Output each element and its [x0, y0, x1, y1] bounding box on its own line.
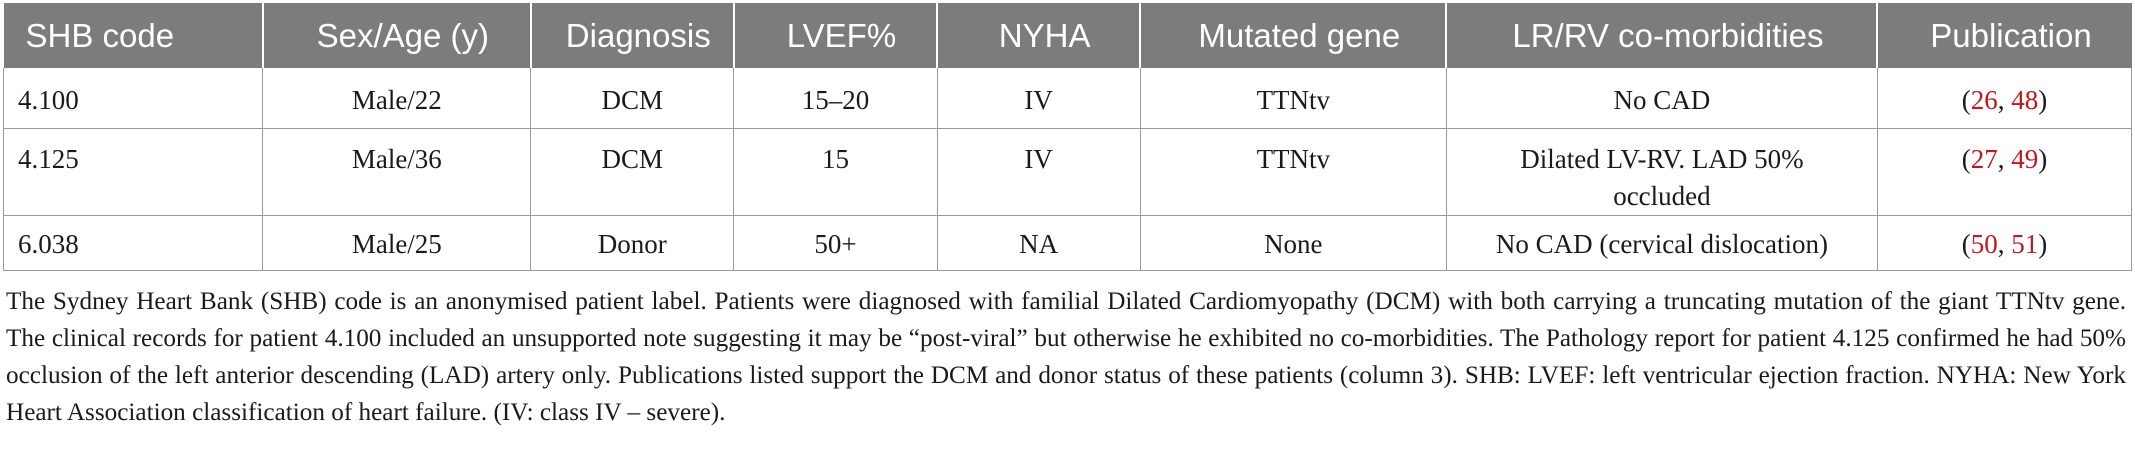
header-lvef: LVEF% — [734, 3, 937, 68]
cell-lvef: 15 — [734, 129, 937, 216]
pub-close: ) — [2038, 229, 2048, 259]
cell-nyha: IV — [937, 129, 1140, 216]
cell-diagnosis: DCM — [531, 68, 734, 129]
header-shb-code: SHB code — [4, 3, 263, 68]
table-footnote: The Sydney Heart Bank (SHB) code is an anonymised patient label. Patients were diagnosed with familial Dilated Cardiomyopathy (DCM) with both carrying a truncating mutation of the giant TTNtv gene. The clinical records for patient 4.100 included an unsupported note suggesting it may be “post-viral” but otherwise he exhibited no co-morbidities. The Pathology report for patient 4.125 confirmed he had 50% occlusion of the left anterior descending (LAD) artery only. Publications listed support the DCM and donor status of these patients (column 3). SHB: LVEF: left ventricular ejection fraction. NYHA: New York Heart Association classification of heart failure. (IV: class IV – severe). — [6, 288, 2126, 426]
reference-link[interactable]: 26 — [1970, 85, 1998, 115]
pub-open: ( — [1961, 144, 1971, 174]
cell-diagnosis: DCM — [531, 129, 734, 216]
table-row — [4, 129, 2132, 216]
reference-link[interactable]: 51 — [2011, 229, 2039, 259]
header-diagnosis: Diagnosis — [531, 3, 734, 68]
pub-close: ) — [2038, 144, 2048, 174]
cell-comorbidities: No CAD (cervical dislocation) — [1446, 216, 1877, 271]
pub-open: ( — [1961, 229, 1971, 259]
cell-nyha: IV — [937, 68, 1140, 129]
pub-separator: , — [1997, 229, 2012, 259]
header-comorbidities: LR/RV co-morbidities — [1446, 3, 1877, 68]
patient-table — [3, 3, 2132, 271]
cell-diagnosis: Donor — [531, 216, 734, 271]
cell-comorbidities: Dilated LV-RV. LAD 50% occluded — [1446, 129, 1877, 216]
table-row — [4, 68, 2132, 129]
cell-sex-age: Male/36 — [263, 129, 531, 216]
header-nyha: NYHA — [937, 3, 1140, 68]
reference-link[interactable]: 50 — [1970, 229, 1998, 259]
cell-publication — [1877, 68, 2131, 129]
cell-mutated-gene: TTNtv — [1140, 129, 1446, 216]
cell-mutated-gene: None — [1140, 216, 1446, 271]
cell-sex-age: Male/25 — [263, 216, 531, 271]
cell-nyha: NA — [937, 216, 1140, 271]
cell-comorbidities: No CAD — [1446, 68, 1877, 129]
cell-publication — [1877, 129, 2131, 216]
cell-publication — [1877, 216, 2131, 271]
cell-shb-code: 6.038 — [4, 216, 263, 271]
pub-separator: , — [1997, 85, 2012, 115]
cell-mutated-gene: TTNtv — [1140, 68, 1446, 129]
header-row — [4, 3, 2132, 68]
cell-shb-code: 4.100 — [4, 68, 263, 129]
pub-close: ) — [2038, 85, 2048, 115]
pub-open: ( — [1961, 85, 1971, 115]
header-sex-age: Sex/Age (y) — [263, 3, 531, 68]
cell-lvef: 50+ — [734, 216, 937, 271]
table-figure — [3, 3, 2132, 431]
header-mutated-gene: Mutated gene — [1140, 3, 1446, 68]
cell-shb-code: 4.125 — [4, 129, 263, 216]
header-publication: Publication — [1877, 3, 2131, 68]
reference-link[interactable]: 27 — [1970, 144, 1998, 174]
table-row — [4, 216, 2132, 271]
reference-link[interactable]: 48 — [2011, 85, 2039, 115]
cell-lvef: 15–20 — [734, 68, 937, 129]
cell-sex-age: Male/22 — [263, 68, 531, 129]
pub-separator: , — [1997, 144, 2012, 174]
reference-link[interactable]: 49 — [2011, 144, 2039, 174]
